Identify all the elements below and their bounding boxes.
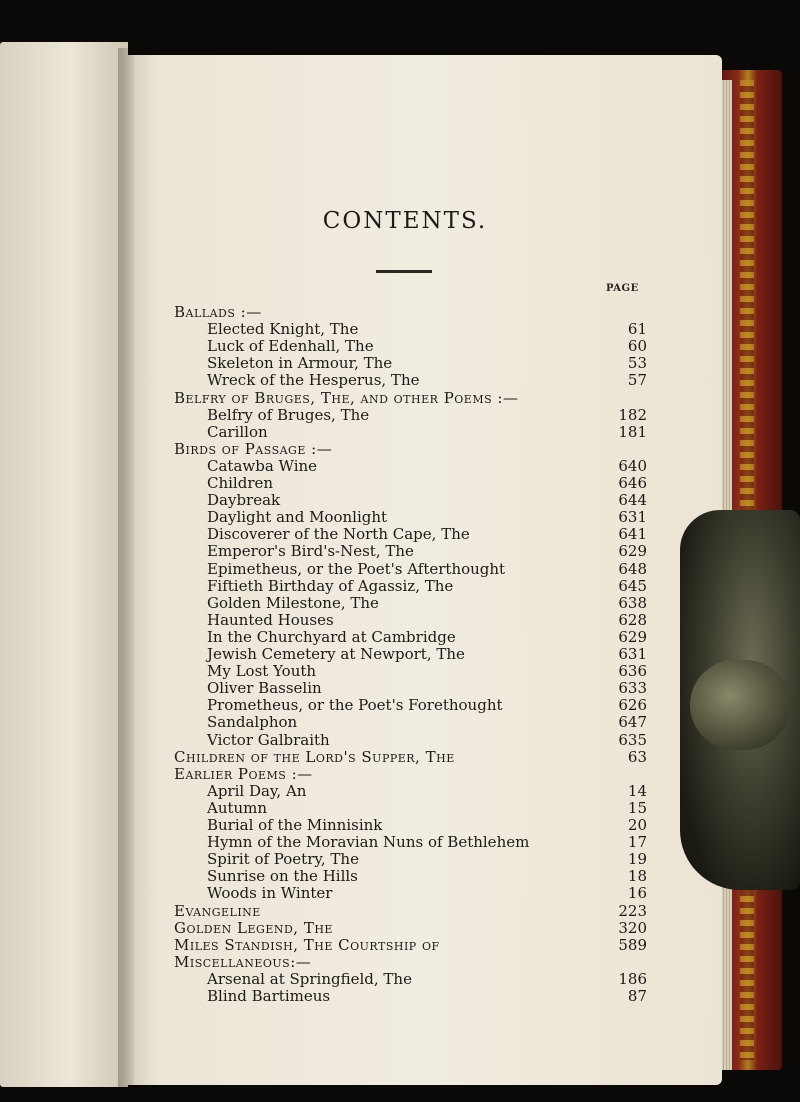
toc-entry-title: Skeleton in Armour, The <box>207 354 393 373</box>
toc-page-number: 63 <box>627 747 647 766</box>
toc-entry-title: Carillon <box>207 422 268 441</box>
toc-entry-title: Hymn of the Moravian Nuns of Bethlehem <box>207 833 530 852</box>
toc-entry-title: My Lost Youth <box>207 662 317 681</box>
toc-page-number: 14 <box>627 781 647 800</box>
toc-page-number: 186 <box>618 969 647 988</box>
toc-entry-title: Sandalphon <box>207 713 298 732</box>
toc-page-number: 633 <box>618 679 647 698</box>
left-page <box>0 42 128 1087</box>
toc-page-number: 628 <box>618 610 647 629</box>
toc-entry-title: Belfry of Bruges, The, and other Poems :— <box>174 388 519 407</box>
page-clip <box>680 510 800 890</box>
toc-entry-title: Golden Legend, The <box>174 918 333 937</box>
toc-entry-title: Woods in Winter <box>207 884 333 903</box>
toc-entry-title: Epimetheus, or the Poet's Afterthought <box>207 559 506 578</box>
toc-page-number: 57 <box>627 371 647 390</box>
toc-entry-title: Miles Standish, The Courtship of <box>174 935 440 954</box>
toc-page-number: 20 <box>627 816 647 834</box>
toc-page-number: 61 <box>627 320 647 339</box>
toc-entry-title: Blind Bartimeus <box>207 987 331 1005</box>
toc-entry-title: Emperor's Bird's-Nest, The <box>207 542 414 561</box>
toc-entry-title: In the Churchyard at Cambridge <box>207 627 456 646</box>
toc-page-number: 182 <box>618 405 647 424</box>
toc-page-number: 181 <box>618 422 647 441</box>
toc-entry-title: Wreck of the Hesperus, The <box>207 371 420 390</box>
toc-page-number: 87 <box>627 987 647 1005</box>
toc-entry-title: Daylight and Moonlight <box>207 508 388 527</box>
toc-entry-title: Birds of Passage :— <box>174 439 333 458</box>
toc-page-number: 635 <box>618 730 647 749</box>
toc-entry-title: Ballads :— <box>174 303 262 321</box>
toc-entry-title: Belfry of Bruges, The <box>207 405 370 424</box>
toc-page-number: 638 <box>618 593 647 612</box>
toc-entry-title: April Day, An <box>207 781 307 800</box>
toc-page-number: 320 <box>618 918 647 937</box>
toc-entry-title: Evangeline <box>174 901 261 920</box>
toc-page-number: 18 <box>627 867 647 886</box>
toc-entry-title: Spirit of Poetry, The <box>207 850 359 869</box>
toc-entry-title: Golden Milestone, The <box>207 593 379 612</box>
toc-page-number: 589 <box>618 935 647 954</box>
toc-page-number: 629 <box>618 627 647 646</box>
toc-entry-title: Earlier Poems :— <box>174 764 313 783</box>
toc-page-number: 17 <box>627 833 647 852</box>
toc-entry-title: Prometheus, or the Poet's Forethought <box>207 696 503 715</box>
page-column-header: PAGE <box>606 283 639 294</box>
toc-entry-title: Children of the Lord's Supper, The <box>174 747 455 766</box>
toc-page-number: 645 <box>618 576 647 595</box>
toc-entry-title: Miscellaneous:— <box>174 952 312 971</box>
toc-page-number: 644 <box>618 491 647 510</box>
toc-entry-title: Arsenal at Springfield, The <box>207 969 412 988</box>
toc-page-number: 629 <box>618 542 647 561</box>
toc-entry-title: Burial of the Minnisink <box>207 816 383 834</box>
title-rule <box>376 270 432 273</box>
toc-entry-title: Autumn <box>207 798 268 817</box>
toc-page-number: 19 <box>627 850 647 869</box>
toc-page-number: 15 <box>627 798 647 817</box>
toc-page-number: 636 <box>618 662 647 681</box>
toc-entry-title: Elected Knight, The <box>207 320 359 339</box>
toc-entry-title: Victor Galbraith <box>207 730 330 749</box>
toc-page-number: 631 <box>618 645 647 663</box>
toc-page-number: 60 <box>627 337 647 356</box>
toc-page-number: 647 <box>618 713 647 732</box>
toc-page-number: 648 <box>618 559 647 578</box>
toc-entry-title: Daybreak <box>207 491 281 510</box>
toc-page-number: 646 <box>618 474 647 492</box>
toc-entry-title: Discoverer of the North Cape, The <box>207 525 470 544</box>
toc-page-number: 640 <box>618 456 647 475</box>
toc-entry-title: Fiftieth Birthday of Agassiz, The <box>207 576 454 595</box>
toc-page-number: 641 <box>618 525 647 544</box>
toc-entry-title: Luck of Edenhall, The <box>207 337 374 356</box>
toc-entry-title: Haunted Houses <box>207 610 334 629</box>
toc-entry-title: Catawba Wine <box>207 456 318 475</box>
toc-entry-title: Oliver Basselin <box>207 679 322 698</box>
toc-page-number: 16 <box>627 884 647 903</box>
toc-entry-title: Children <box>207 474 274 492</box>
toc-page-number: 223 <box>618 901 647 920</box>
toc-page-number: 53 <box>627 354 647 373</box>
toc-entry-title: Sunrise on the Hills <box>207 867 358 886</box>
toc-page-number: 631 <box>618 508 647 527</box>
book-gutter <box>118 48 134 1088</box>
page-title: CONTENTS. <box>322 208 488 234</box>
toc-page-number: 626 <box>618 696 647 715</box>
toc-entry-title: Jewish Cemetery at Newport, The <box>207 645 465 663</box>
